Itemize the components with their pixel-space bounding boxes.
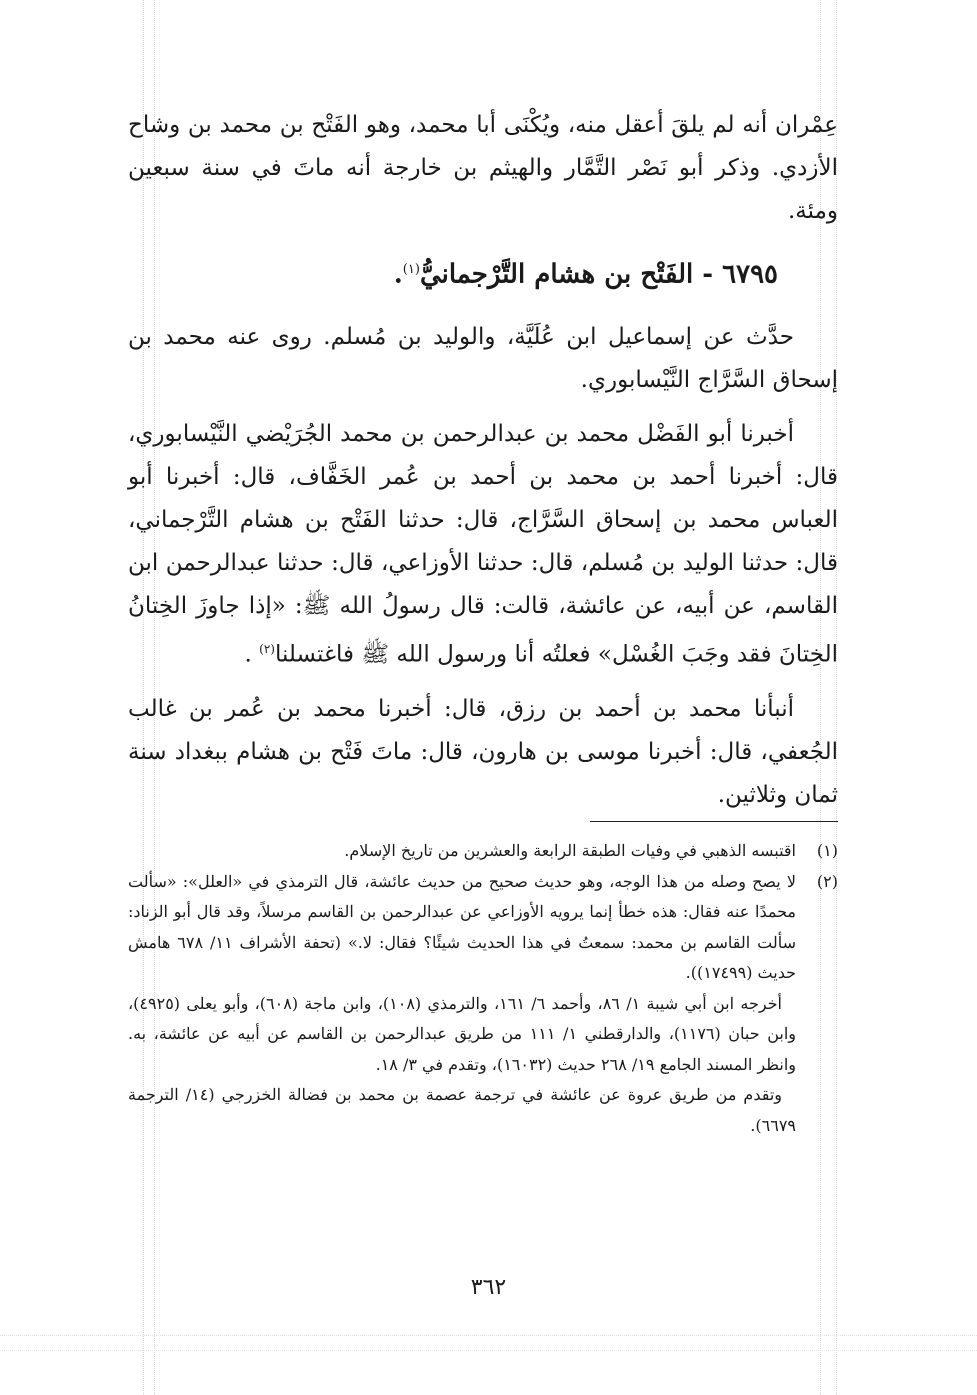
scan-guide-line bbox=[0, 1335, 977, 1336]
isnad-text: أخبرنا أبو الفَضْل محمد بن عبدالرحمن بن محمد الجُرَيْضي النَّيْسابوري، قال: أخبرنا أحمد بن محمد بن أحمد بن عُمر الخَفَّاف، قال: أخبرنا أبو العباس محمد بن إسحاق السَّرَّاج، قال: حدثنا الفَتْح بن هشام التَّرْجماني، قال: حدثنا الوليد بن مُسلم، قال: حدثنا الأوزاعي، قال: حدثنا عبدالرحمن ابن القاسم، عن أبيه، عن عائشة، قالت: قال رسولُ الله ﷺ: «إذا جاوزَ الخِتانُ الخِتانَ فقد وجَبَ الغُسْل» فعلتُه أنا ورسول الله ﷺ فاغتسلنا bbox=[128, 421, 838, 668]
footnote-ref: (١) bbox=[402, 262, 420, 277]
footnote-text: اقتبسه الذهبي في وفيات الطبقة الرابعة والعشرين من تاريخ الإسلام. bbox=[344, 841, 796, 860]
footnote-ref: (٢) bbox=[259, 642, 275, 656]
entry-heading bbox=[128, 246, 838, 299]
footnote-continuation: وتقدم من طريق عروة عن عائشة في ترجمة عصمة بن محمد بن فضالة الخزرجي (١٤/ الترجمة ٦٦٧٩). bbox=[128, 1085, 796, 1135]
footnote-continuation: أخرجه ابن أبي شيبة ١/ ٨٦، وأحمد ٦/ ١٦١، والترمذي (١٠٨)، وابن ماجة (٦٠٨)، وأبو يعلى (٤٩٢٥)، وابن حبان (١١٧٦)، والدارقطني ١/ ١١١ من طريق عبدالرحمن بن القاسم عن أبيه عن عائشة، به. وانظر المسند الجامع ١٩/ ٢٦٨ حديث (١٦٠٣٢)، وتقدم في ٣/ ١٨. bbox=[128, 993, 797, 1074]
footnote-separator bbox=[590, 821, 838, 822]
death-date-paragraph: أنبأنا محمد بن أحمد بن رزق، قال: أخبرنا محمد بن عُمر بن غالب الجُعفي، قال: أخبرنا موسى بن هارون، قال: ماتَ فَتْح بن هشام ببغداد سنة ثمان وثلاثين. bbox=[128, 695, 838, 808]
footnote-number: (١) bbox=[816, 841, 838, 860]
previous-entry-continuation bbox=[128, 104, 838, 233]
page-number: ٣٦٢ bbox=[470, 1275, 507, 1300]
heading-end-mark: . bbox=[393, 259, 403, 290]
footnote-1 bbox=[128, 836, 838, 867]
narration-paragraph: حدَّث عن إسماعيل ابن عُلَيَّة، والوليد بن مُسلم. روى عنه محمد بن إسحاق السَّرَّاج النَّيْسابوري. bbox=[128, 324, 838, 393]
paragraph: عِمْران أنه لم يلقَ أعقل منه، ويُكْنَى أبا محمد، وهو الفَتْح بن محمد بن وشاح الأزدي. وذكر أبو نَصْر التَّمَّار والهيثم بن خارجة أنه ماتَ في سنة سبعين ومئة. bbox=[128, 112, 838, 224]
paragraph-end-mark: . bbox=[244, 641, 260, 668]
scan-guide-line bbox=[0, 1350, 977, 1351]
isnad-paragraph bbox=[128, 413, 838, 677]
footnote-number: (٢) bbox=[816, 871, 838, 891]
footnotes bbox=[128, 836, 838, 1141]
footnote-2 bbox=[128, 867, 838, 989]
footnote-text: لا يصح وصله من هذا الوجه، وهو حديث صحيح من حديث عائشة، قال الترمذي في «العلل»: «سألت محمدًا عنه فقال: هذه خطأ إنما يرويه الأوزاعي عن عبدالرحمن بن القاسم مرسلاً، وقد قال أبو الزناد: سألت القاسم بن محمد: سمعتُ في هذا الحديث شيئًا؟ فقال: لا.» (تحفة الأشراف ١١/ ٦٧٨ هامش حديث (١٧٤٩٩)). bbox=[128, 871, 796, 982]
entry-body bbox=[128, 316, 838, 817]
entry-heading-text: ٦٧٩٥ - الفَتْح بن هشام التَّرْجمانيُّ bbox=[419, 259, 778, 290]
